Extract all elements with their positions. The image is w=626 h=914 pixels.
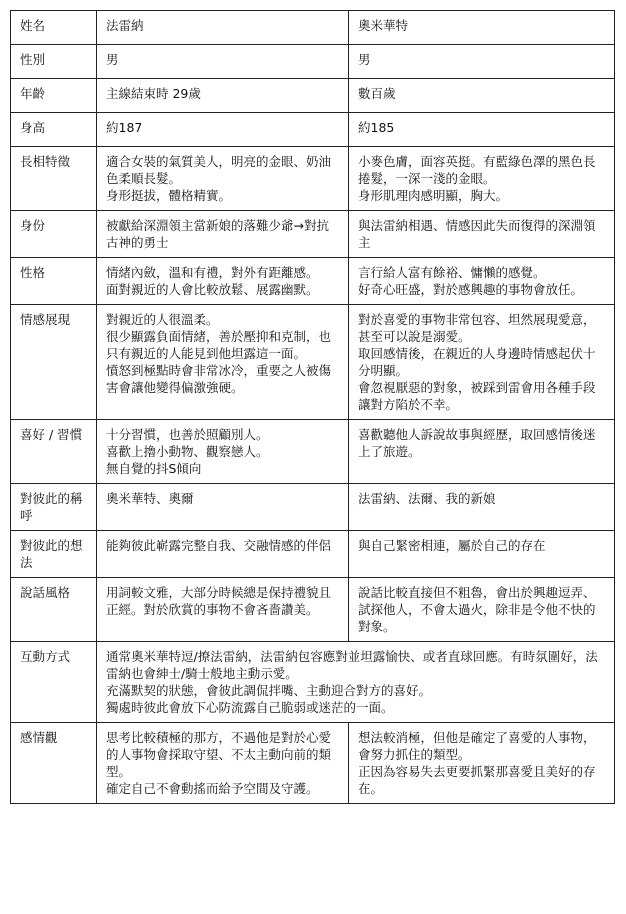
cell-falena-appearance <box>97 147 349 211</box>
cell-omiwater-hobbies <box>349 420 615 484</box>
cell-line: 適合女裝的氣質美人，明亮的金眼、奶油色柔順長髮。 <box>106 154 332 186</box>
cell-omiwater-emotion <box>349 305 615 420</box>
cell-line: 與自己緊密相連，屬於自己的存在 <box>358 538 546 553</box>
cell-line: 約187 <box>106 120 143 135</box>
cell-omiwater-age <box>349 79 615 113</box>
cell-line: 憤怒到極點時會非常冰冷，重要之人被傷害會讓他變得偏激強硬。 <box>106 363 332 395</box>
cell-line: 喜歡上擼小動物、觀察戀人。 <box>106 444 269 459</box>
cell-line: 對親近的人很溫柔。 <box>106 312 219 327</box>
cell-line: 奧米華特 <box>358 18 409 33</box>
row-label-love: 感情觀 <box>11 723 97 804</box>
cell-falena-address <box>97 484 349 531</box>
row-label-thoughts: 對彼此的想法 <box>11 531 97 578</box>
table-row-gender <box>11 45 615 79</box>
cell-falena-speech <box>97 578 349 642</box>
row-label-address: 對彼此的稱呼 <box>11 484 97 531</box>
cell-line: 充滿默契的狀態，會彼此調侃拌嘴、主動迎合對方的喜好。 <box>106 683 432 698</box>
cell-falena-gender <box>97 45 349 79</box>
row-label-gender: 性別 <box>11 45 97 79</box>
cell-line: 與法雷納相遇、情感因此失而復得的深淵領主 <box>358 218 596 250</box>
table-row-hobbies <box>11 420 615 484</box>
cell-line: 好奇心旺盛，對於感興趣的事物會放任。 <box>358 282 584 297</box>
cell-line: 數百歲 <box>358 86 396 101</box>
cell-line: 喜歡聽他人訴說故事與經歷，取回感情後迷上了旅遊。 <box>358 427 596 459</box>
cell-line: 想法較消極，但他是確定了喜愛的人事物，會努力抓住的類型。 <box>358 730 596 762</box>
row-label-height: 身高 <box>11 113 97 147</box>
cell-line: 正因為容易失去更要抓緊那喜愛且美好的存在。 <box>358 764 596 796</box>
cell-line: 十分習慣，也善於照顧別人。 <box>106 427 269 442</box>
cell-line: 無自覺的抖S傾向 <box>106 461 202 476</box>
cell-omiwater-speech <box>349 578 615 642</box>
table-row-thoughts <box>11 531 615 578</box>
cell-falena-hobbies <box>97 420 349 484</box>
row-label-speech: 說話風格 <box>11 578 97 642</box>
cell-omiwater-personality <box>349 258 615 305</box>
table-row-address <box>11 484 615 531</box>
row-label-emotion: 情感展現 <box>11 305 97 420</box>
cell-line: 被獻給深淵領主當新娘的落難少爺→對抗古神的勇士 <box>106 218 329 250</box>
profile-comparison-table <box>10 10 615 804</box>
cell-omiwater-thoughts <box>349 531 615 578</box>
cell-line: 男 <box>358 52 371 67</box>
table-row-personality <box>11 258 615 305</box>
table-row-love <box>11 723 615 804</box>
cell-line: 用詞較文雅，大部分時候總是保持禮貌且正經。對於欣賞的事物不會吝嗇讚美。 <box>106 585 332 617</box>
cell-line: 通常奧米華特逗/撩法雷納，法雷納包容應對並坦露愉快、或者直球回應。有時氛圍好，法雷納也會紳士/騎士般地主動示愛。 <box>106 649 598 681</box>
cell-omiwater-height <box>349 113 615 147</box>
cell-line: 奧米華特、奧爾 <box>106 491 194 506</box>
cell-line: 取回感情後，在親近的人身邊時情感起伏十分明顯。 <box>358 346 596 378</box>
cell-line: 法雷納、法爾、我的新娘 <box>358 491 496 506</box>
table-row-identity <box>11 211 615 258</box>
row-label-interaction: 互動方式 <box>11 642 97 723</box>
cell-line: 身形肌理肉感明顯，胸大。 <box>358 188 509 203</box>
row-label-appearance: 長相特徵 <box>11 147 97 211</box>
table-row-appearance <box>11 147 615 211</box>
cell-omiwater-name <box>349 11 615 45</box>
cell-line: 會忽視厭惡的對象，被踩到雷會用各種手段讓對方陷於不幸。 <box>358 380 596 412</box>
cell-line: 說話比較直接但不粗魯，會出於興趣逗弄、試探他人，不會太過火，除非是令他不快的對象。 <box>358 585 596 634</box>
cell-line: 約185 <box>358 120 395 135</box>
cell-falena-height <box>97 113 349 147</box>
cell-line: 能夠彼此嶄露完整自我、交融情感的伴侶 <box>106 538 332 553</box>
cell-falena-emotion <box>97 305 349 420</box>
cell-omiwater-address <box>349 484 615 531</box>
cell-line: 對於喜愛的事物非常包容、坦然展現愛意，甚至可以說是溺愛。 <box>358 312 596 344</box>
cell-line: 主線結束時 29歲 <box>106 86 201 101</box>
cell-falena-age <box>97 79 349 113</box>
table-row-emotion <box>11 305 615 420</box>
cell-line: 身形挺拔，體格精實。 <box>106 188 232 203</box>
cell-line: 言行給人富有餘裕、慵懶的感覺。 <box>358 265 546 280</box>
cell-line: 思考比較積極的那方，不過他是對於心愛的人事物會採取守望、不太主動向前的類型。 <box>106 730 332 779</box>
cell-line: 獨處時彼此會放下心防流露自己脆弱或迷茫的一面。 <box>106 700 394 715</box>
cell-omiwater-identity <box>349 211 615 258</box>
row-label-personality: 性格 <box>11 258 97 305</box>
table-row-name <box>11 11 615 45</box>
cell-falena-identity <box>97 211 349 258</box>
row-label-hobbies: 喜好 / 習慣 <box>11 420 97 484</box>
table-row-speech <box>11 578 615 642</box>
cell-shared-interaction <box>97 642 615 723</box>
cell-line: 小麥色膚，面容英挺。有藍綠色澤的黑色長捲髮，一深一淺的金眼。 <box>358 154 596 186</box>
cell-falena-personality <box>97 258 349 305</box>
cell-line: 面對親近的人會比較放鬆、展露幽默。 <box>106 282 319 297</box>
cell-falena-love <box>97 723 349 804</box>
cell-omiwater-love <box>349 723 615 804</box>
row-label-identity: 身份 <box>11 211 97 258</box>
cell-line: 很少顯露負面情緒，善於壓抑和克制，也只有親近的人能見到他坦露這一面。 <box>106 329 332 361</box>
row-label-age: 年齡 <box>11 79 97 113</box>
cell-line: 確定自己不會動搖而給予空間及守護。 <box>106 781 319 796</box>
table-row-height <box>11 113 615 147</box>
cell-falena-name <box>97 11 349 45</box>
cell-line: 男 <box>106 52 119 67</box>
cell-falena-thoughts <box>97 531 349 578</box>
table-row-interaction <box>11 642 615 723</box>
table-row-age <box>11 79 615 113</box>
row-label-name: 姓名 <box>11 11 97 45</box>
cell-omiwater-gender <box>349 45 615 79</box>
cell-omiwater-appearance <box>349 147 615 211</box>
cell-line: 情緒內斂，溫和有禮，對外有距離感。 <box>106 265 319 280</box>
cell-line: 法雷納 <box>106 18 144 33</box>
